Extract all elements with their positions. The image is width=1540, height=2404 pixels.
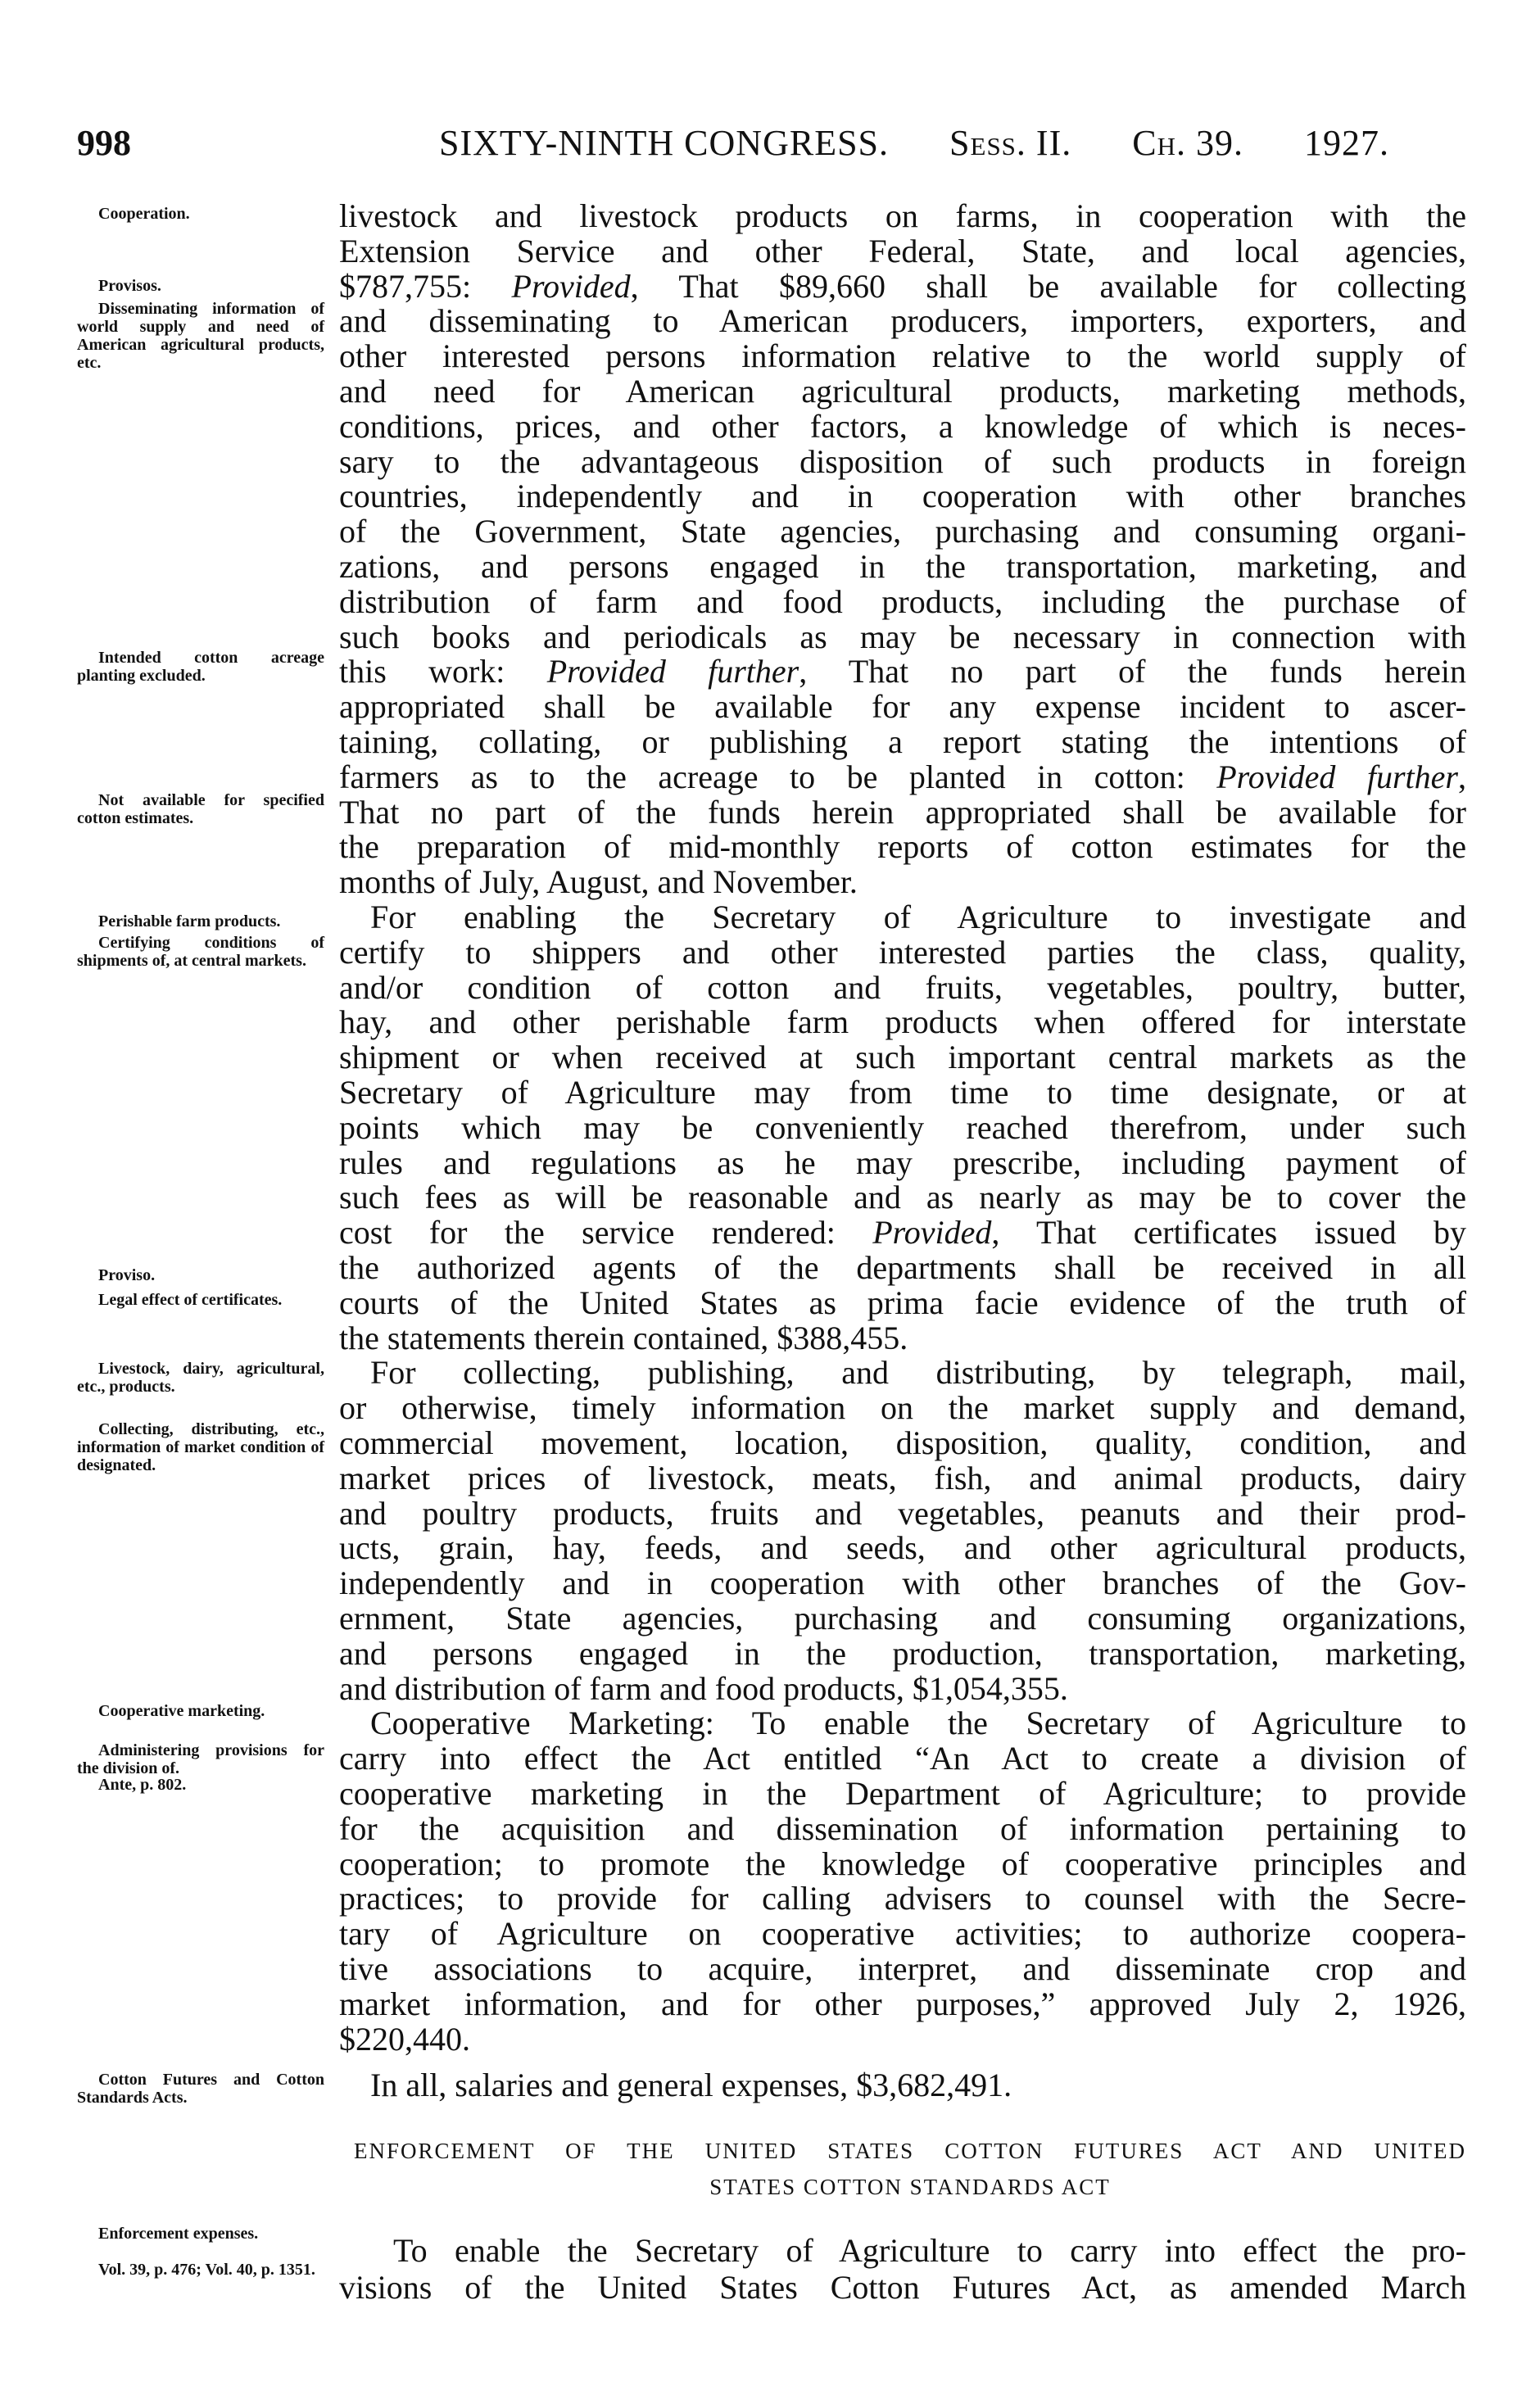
body-line: appropriated shall be available for any expense incident to ascer- (339, 688, 1466, 726)
text-segment: $787,755: (339, 267, 512, 305)
margin-note: Livestock, dairy, agricultural, etc., products. (77, 1360, 324, 1396)
body-line: $220,440. (339, 2020, 470, 2058)
body-line: practices; to provide for calling advisers to counsel with the Secre- (339, 1880, 1466, 1917)
body-line: and disseminating to American producers, importers, exporters, and (339, 302, 1466, 340)
margin-note: Provisos. (98, 277, 161, 295)
body-line: such books and periodicals as may be necessary in connection with (339, 618, 1466, 655)
body-line: ucts, grain, hay, feeds, and seeds, and other agricultural products, (339, 1529, 1466, 1567)
margin-note: Ante, p. 802. (98, 1776, 187, 1794)
body-line: conditions, prices, and other factors, a knowledge of which is neces- (339, 407, 1466, 445)
body-line: livestock and livestock products on farms, in cooperation with the (339, 197, 1466, 234)
margin-note: Vol. 39, p. 476; Vol. 40, p. 1351. (98, 2261, 315, 2279)
italic-text: Provided further (1216, 758, 1458, 795)
body-line: For enabling the Secretary of Agriculture to investigate and (370, 899, 1466, 935)
body-line: cooperative marketing in the Department of Agriculture; to provide (339, 1775, 1466, 1812)
body-line (339, 1215, 1466, 1251)
body-line: cooperation; to promote the knowledge of cooperative principles and (339, 1845, 1466, 1882)
italic-text: Provided (511, 267, 631, 305)
margin-note: Intended cotton acreage planting excluded. (77, 649, 324, 685)
margin-note: Collecting, distributing, etc., information of market condition of designated. (77, 1420, 324, 1474)
body-line: and/or condition of cotton and fruits, vegetables, poultry, butter, (339, 968, 1466, 1006)
body-line (339, 759, 1466, 795)
final-line-1: To enable the Secretary of Agriculture to carry into effect the pro- (393, 2232, 1466, 2269)
running-head (439, 123, 1389, 164)
body-line: taining, collating, or publishing a report stating the intentions of (339, 723, 1466, 760)
body-line: That no part of the funds herein appropriated shall be available for (339, 793, 1466, 831)
body-line: and need for American agricultural products, marketing methods, (339, 373, 1466, 410)
body-line: and persons engaged in the production, transportation, marketing, (339, 1634, 1466, 1672)
body-line: of the Government, State agencies, purchasing and consuming organi- (339, 513, 1466, 550)
margin-note: Perishable farm products. (98, 912, 281, 930)
body-line: carry into effect the Act entitled “An Act to create a division of (339, 1740, 1466, 1777)
body-line: shipment or when received at such important central markets as the (339, 1039, 1466, 1076)
italic-text: Provided further (546, 653, 799, 690)
body-line: tary of Agriculture on cooperative activities; to authorize coopera- (339, 1915, 1466, 1953)
body-line: distribution of farm and food products, including the purchase of (339, 582, 1466, 620)
body-line: ernment, State agencies, purchasing and consuming organizations, (339, 1600, 1466, 1637)
running-head-title: SIXTY-NINTH CONGRESS. (439, 123, 890, 163)
body-line (339, 654, 1466, 690)
body-line: certify to shippers and other interested parties the class, quality, (339, 933, 1466, 971)
margin-note: Certifying conditions of shipments of, at central markets. (77, 934, 324, 970)
running-head-year: 1927. (1303, 123, 1389, 163)
body-line: hay, and other perishable farm products when offered for interstate (339, 1003, 1466, 1041)
body-line: other interested persons information relative to the world supply of (339, 337, 1466, 375)
body-line: market information, and for other purposes,” approved July 2, 1926, (339, 1985, 1466, 2022)
body-line: the authorized agents of the departments shall be received in all (339, 1249, 1466, 1286)
body-line: sary to the advantageous disposition of such products in foreign (339, 442, 1466, 480)
section-heading-line-1: ENFORCEMENT OF THE UNITED STATES COTTON FUTURES ACT AND UNITED (354, 2139, 1466, 2163)
body-line: rules and regulations as he may prescribe, including payment of (339, 1143, 1466, 1181)
text-segment: , That certificates issued by (991, 1214, 1466, 1252)
text-segment: , (1458, 758, 1466, 795)
body-line: For collecting, publishing, and distributing, by telegraph, mail, (370, 1354, 1466, 1392)
margin-note: Legal effect of certificates. (98, 1291, 283, 1309)
body-line: for the acquisition and dissemination of information pertaining to (339, 1809, 1466, 1847)
margin-note: Enforcement expenses. (98, 2225, 259, 2243)
body-line: and poultry products, fruits and vegetables, peanuts and their prod- (339, 1494, 1466, 1532)
body-line: such fees as will be reasonable and as nearly as may be to cover the (339, 1179, 1466, 1216)
body-line: points which may be conveniently reached therefrom, under such (339, 1108, 1466, 1146)
section-heading-line-2: STATES COTTON STANDARDS ACT (709, 2175, 1111, 2199)
margin-note: Cotton Futures and Cotton Standards Acts. (77, 2071, 324, 2107)
text-segment: this work: (339, 653, 547, 690)
body-line: countries, independently and in cooperation with other branches (339, 478, 1466, 515)
margin-note: Proviso. (98, 1266, 156, 1284)
page-number: 998 (77, 123, 131, 163)
body-line: and distribution of farm and food products, $1,054,355. (339, 1669, 1068, 1707)
running-head-chapter: Ch. 39. (1132, 123, 1243, 163)
body-line: or otherwise, timely information on the market supply and demand, (339, 1389, 1466, 1427)
margin-note: Disseminating information of world supply and need of American agricultural products, etc. (77, 300, 324, 372)
margin-note: Cooperative marketing. (98, 1702, 265, 1720)
body-line: courts of the United States as prima facie evidence of the truth of (339, 1283, 1466, 1321)
text-segment: farmers as to the acreage to be planted in cotton: (339, 758, 1217, 795)
italic-text: Provided (872, 1214, 992, 1252)
margin-note: Cooperation. (98, 205, 190, 223)
text-segment: , That no part of the funds herein (799, 653, 1467, 690)
final-line-2: visions of the United States Cotton Futures Act, as amended March (339, 2269, 1466, 2306)
body-line: zations, and persons engaged in the transportation, marketing, and (339, 548, 1466, 585)
body-line: Secretary of Agriculture may from time to time designate, or at (339, 1074, 1466, 1111)
body-line: market prices of livestock, meats, fish, and animal products, dairy (339, 1459, 1466, 1496)
body-line: the preparation of mid-monthly reports of cotton estimates for the (339, 828, 1466, 866)
body-line: Extension Service and other Federal, State, and local agencies, (339, 232, 1466, 269)
body-line: In all, salaries and general expenses, $3,682,491. (370, 2067, 1012, 2104)
body-line: the statements therein contained, $388,455. (339, 1319, 908, 1356)
margin-note: Administering provisions for the division of. (77, 1741, 324, 1777)
body-line: independently and in cooperation with other branches of the Gov- (339, 1564, 1466, 1602)
body-line: tive associations to acquire, interpret, and disseminate crop and (339, 1950, 1466, 1987)
running-head-session: Sess. II. (949, 123, 1072, 163)
text-segment: , That $89,660 shall be available for collecting (630, 267, 1466, 305)
body-line (339, 269, 1466, 305)
margin-note: Not available for specified cotton estimates. (77, 791, 324, 827)
body-line: commercial movement, location, disposition, quality, condition, and (339, 1424, 1466, 1461)
body-line: Cooperative Marketing: To enable the Secretary of Agriculture to (370, 1705, 1466, 1742)
text-segment: cost for the service rendered: (339, 1214, 873, 1252)
body-line: months of July, August, and November. (339, 863, 858, 901)
